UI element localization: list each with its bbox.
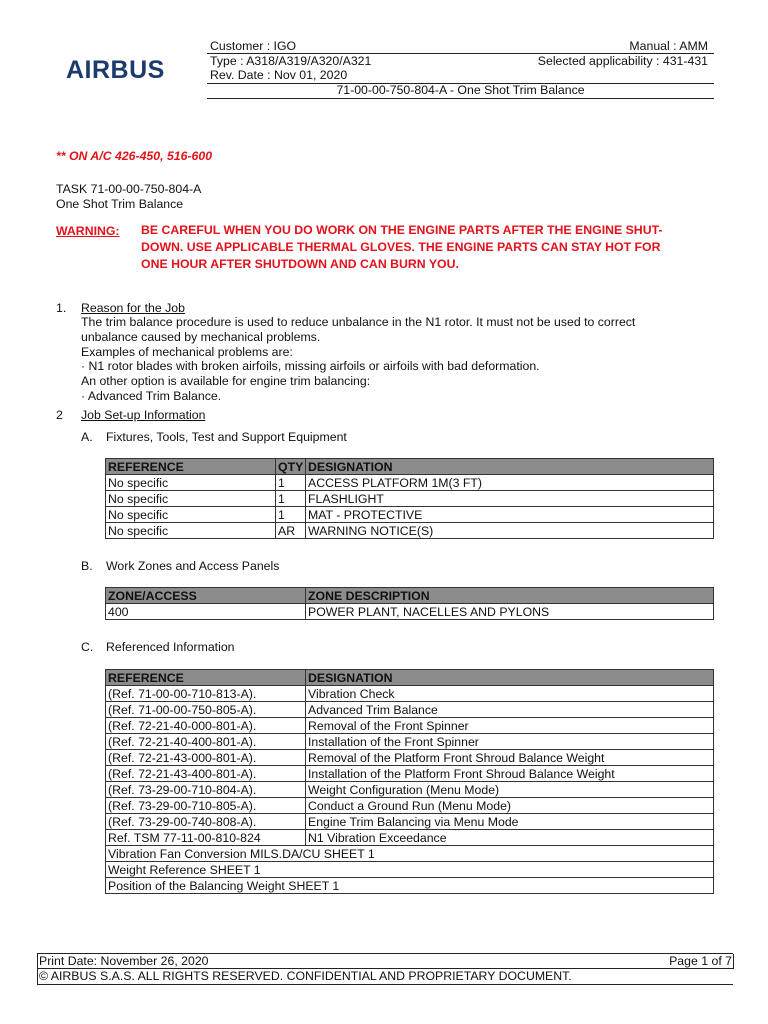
body-line: unbalance caused by mechanical problems. xyxy=(81,329,321,344)
table-row xyxy=(106,507,714,523)
table-cell: Position of the Balancing Weight SHEET 1 xyxy=(106,878,714,894)
table-cell: N1 Vibration Exceedance xyxy=(306,830,714,846)
warning-line: ONE HOUR AFTER SHUTDOWN AND CAN BURN YOU. xyxy=(141,257,459,271)
subsection-a-title: Fixtures, Tools, Test and Support Equipment xyxy=(106,430,347,444)
table-cell: Removal of the Platform Front Shroud Balance Weight xyxy=(306,750,714,766)
table-row xyxy=(106,782,714,798)
table-cell: Ref. TSM 77-11-00-810-824 xyxy=(106,830,306,846)
table-row xyxy=(106,523,714,539)
table-row xyxy=(106,878,714,894)
section-1-body xyxy=(81,315,721,404)
table-cell: Engine Trim Balancing via Menu Mode xyxy=(306,814,714,830)
table-cell: (Ref. 71-00-00-710-813-A). xyxy=(106,686,306,702)
table-cell: (Ref. 73-29-00-710-804-A). xyxy=(106,782,306,798)
section-1-number: 1. xyxy=(56,301,67,315)
section-2-title: Job Set-up Information xyxy=(81,408,206,422)
table-row xyxy=(106,491,714,507)
table-cell: Vibration Check xyxy=(306,686,714,702)
page-number: Page 1 of 7 xyxy=(669,954,732,968)
column-header: REFERENCE xyxy=(106,459,276,475)
table-cell: AR xyxy=(276,523,306,539)
footer-border xyxy=(733,954,734,969)
subsection-c-letter: C. xyxy=(81,640,94,654)
svg-text:AIRBUS: AIRBUS xyxy=(66,56,165,84)
body-line: The trim balance procedure is used to reduce unbalance in the N1 rotor. It must not be used to correct xyxy=(81,315,636,329)
table-cell: Vibration Fan Conversion MILS.DA/CU SHEET 1 xyxy=(106,846,714,862)
applicability-label: Selected applicability : 431-431 xyxy=(537,54,708,68)
header-rule xyxy=(207,98,714,99)
task-title-header: 71-00-00-750-804-A - One Shot Trim Balance xyxy=(336,83,585,97)
column-header: ZONE DESCRIPTION xyxy=(306,588,714,604)
table-cell: WARNING NOTICE(S) xyxy=(306,523,714,539)
table-row xyxy=(106,798,714,814)
copyright-notice: © AIRBUS S.A.S. ALL RIGHTS RESERVED. CONFIDENTIAL AND PROPRIETARY DOCUMENT. xyxy=(39,969,572,983)
table-row xyxy=(106,734,714,750)
task-name: One Shot Trim Balance xyxy=(56,197,184,211)
section-1-title: Reason for the Job xyxy=(81,301,185,315)
table-header-row xyxy=(106,459,714,475)
table-cell: 1 xyxy=(276,475,306,491)
table-cell: No specific xyxy=(106,475,276,491)
table-row xyxy=(106,766,714,782)
table-cell: MAT - PROTECTIVE xyxy=(306,507,714,523)
table-row xyxy=(106,814,714,830)
table-cell: Installation of the Front Spinner xyxy=(306,734,714,750)
table-row xyxy=(106,830,714,846)
aircraft-applicability: ** ON A/C 426-450, 516-600 xyxy=(56,149,213,163)
table-cell: (Ref. 72-21-43-000-801-A). xyxy=(106,750,306,766)
table-row xyxy=(106,846,714,862)
subsection-c-title: Referenced Information xyxy=(106,640,235,654)
table-cell: 400 xyxy=(106,604,306,620)
rev-date-label: Rev. Date : Nov 01, 2020 xyxy=(210,68,348,82)
bullet-line: · N1 rotor blades with broken airfoils, missing airfoils or airfoils with bad deformation. xyxy=(81,359,540,374)
table-header-row xyxy=(106,670,714,686)
type-label: Type : A318/A319/A320/A321 xyxy=(210,54,372,68)
equipment-table xyxy=(105,458,714,539)
table-row xyxy=(106,718,714,734)
referenced-info-table xyxy=(105,669,714,894)
column-header: QTY xyxy=(276,459,306,475)
table-cell: POWER PLANT, NACELLES AND PYLONS xyxy=(306,604,714,620)
table-cell: (Ref. 72-21-43-400-801-A). xyxy=(106,766,306,782)
table-cell: No specific xyxy=(106,507,276,523)
bullet-line: · Advanced Trim Balance. xyxy=(81,388,222,403)
subsection-a-letter: A. xyxy=(81,430,93,444)
task-id: TASK 71-00-00-750-804-A xyxy=(56,182,202,196)
section-2-number: 2 xyxy=(56,408,63,422)
column-header: ZONE/ACCESS xyxy=(106,588,306,604)
footer-rule xyxy=(37,984,733,985)
subsection-b-title: Work Zones and Access Panels xyxy=(106,559,280,573)
manual-label: Manual : AMM xyxy=(629,39,708,53)
table-cell: Weight Reference SHEET 1 xyxy=(106,862,714,878)
print-date: Print Date: November 26, 2020 xyxy=(39,954,209,968)
table-cell: (Ref. 73-29-00-710-805-A). xyxy=(106,798,306,814)
table-cell: (Ref. 71-00-00-750-805-A). xyxy=(106,702,306,718)
footer-border xyxy=(37,954,38,984)
table-cell: 1 xyxy=(276,507,306,523)
table-cell: ACCESS PLATFORM 1M(3 FT) xyxy=(306,475,714,491)
table-cell: Weight Configuration (Menu Mode) xyxy=(306,782,714,798)
warning-label: WARNING: xyxy=(56,224,120,238)
table-cell: (Ref. 73-29-00-740-808-A). xyxy=(106,814,306,830)
table-row xyxy=(106,702,714,718)
airbus-logo xyxy=(66,54,188,84)
table-cell: No specific xyxy=(106,523,276,539)
table-cell: Installation of the Platform Front Shroud Balance Weight xyxy=(306,766,714,782)
table-cell: No specific xyxy=(106,491,276,507)
warning-text xyxy=(141,222,721,273)
table-cell: (Ref. 72-21-40-400-801-A). xyxy=(106,734,306,750)
table-cell: (Ref. 72-21-40-000-801-A). xyxy=(106,718,306,734)
table-cell: Advanced Trim Balance xyxy=(306,702,714,718)
column-header: DESIGNATION xyxy=(306,459,714,475)
table-row xyxy=(106,604,714,620)
table-cell: 1 xyxy=(276,491,306,507)
warning-line: BE CAREFUL WHEN YOU DO WORK ON THE ENGINE PARTS AFTER THE ENGINE SHUT- xyxy=(141,223,663,237)
table-cell: Removal of the Front Spinner xyxy=(306,718,714,734)
body-line: An other option is available for engine trim balancing: xyxy=(81,374,371,389)
table-row xyxy=(106,862,714,878)
table-cell: Conduct a Ground Run (Menu Mode) xyxy=(306,798,714,814)
customer-label: Customer : IGO xyxy=(210,39,297,53)
body-line: Examples of mechanical problems are: xyxy=(81,344,293,359)
column-header: REFERENCE xyxy=(106,670,306,686)
table-row xyxy=(106,686,714,702)
table-row xyxy=(106,475,714,491)
table-header-row xyxy=(106,588,714,604)
column-header: DESIGNATION xyxy=(306,670,714,686)
subsection-b-letter: B. xyxy=(81,559,93,573)
work-zones-table xyxy=(105,587,714,620)
table-row xyxy=(106,750,714,766)
warning-line: DOWN. USE APPLICABLE THERMAL GLOVES. THE ENGINE PARTS CAN STAY HOT FOR xyxy=(141,240,661,254)
table-cell: FLASHLIGHT xyxy=(306,491,714,507)
